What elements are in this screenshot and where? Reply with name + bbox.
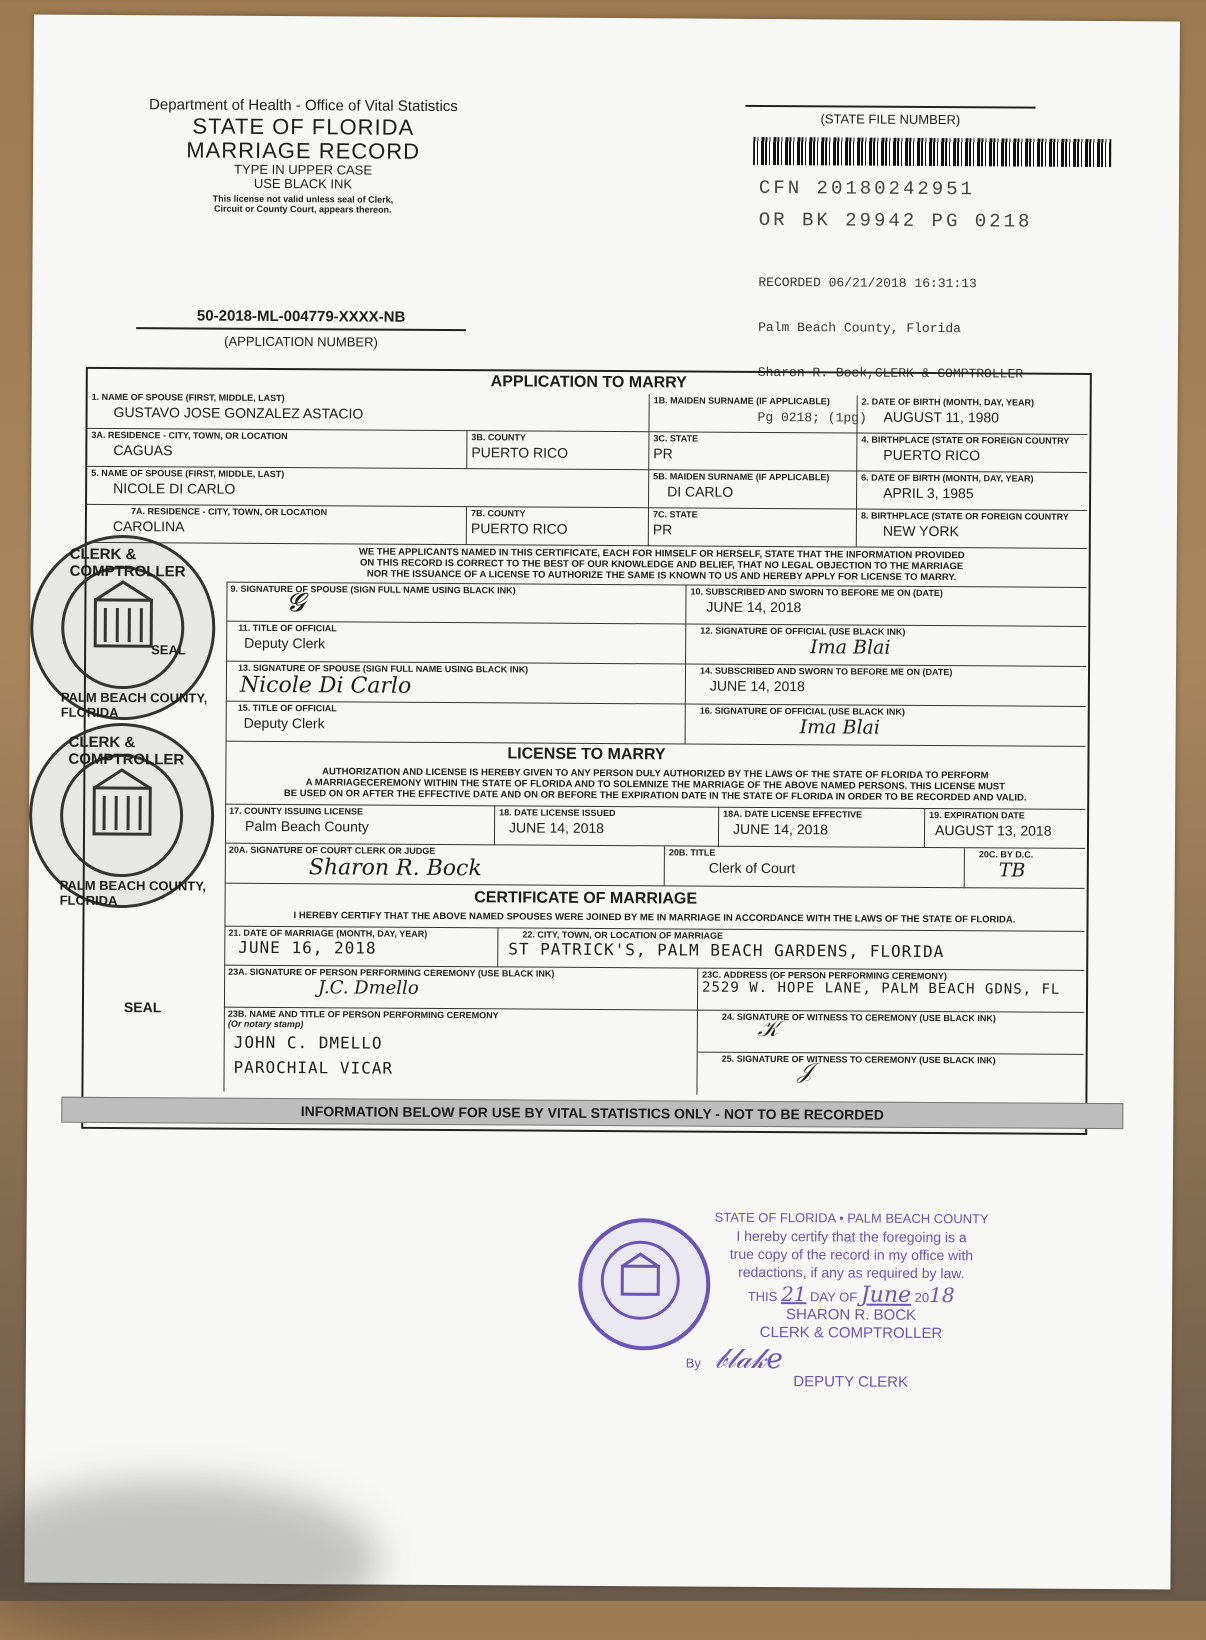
field-18-value: JUNE 14, 2018 [509, 819, 714, 836]
field-20a-label: 20A. SIGNATURE OF COURT CLERK OR JUDGE [229, 845, 660, 858]
instruction-ink: USE BLACK INK [133, 176, 473, 192]
cert-deputy: DEPUTY CLERK [686, 1373, 1016, 1393]
field-5b-label: 5B. MAIDEN SURNAME (IF APPLICABLE) [653, 471, 852, 482]
field-25 [697, 1053, 1083, 1097]
field-20b [665, 846, 965, 888]
field-12 [686, 624, 1086, 666]
application-number-label: (APPLICATION NUMBER) [136, 333, 466, 350]
field-24 [698, 1011, 1084, 1055]
field-13-label: 13. SIGNATURE OF SPOUSE (SIGN FULL NAME USING BLACK INK) [238, 663, 681, 676]
marriage-form [81, 367, 1092, 1135]
field-7c-value: PR [653, 521, 852, 538]
cert-name: SHARON R. BOCK [686, 1306, 1016, 1326]
field-10 [686, 584, 1086, 626]
statement-line-1: WE THE APPLICANTS NAMED IN THIS CERTIFICATE, EACH FOR HIMSELF OR HERSELF, STATE THAT THE INFORMATION PROVIDED [247, 546, 1077, 562]
field-3b [467, 431, 649, 470]
license-line-2: A MARRIAGECEREMONY WITHIN THE STATE OF FLORIDA AND TO SOLEMNIZE THE MARRIAGE OF THE ABOVE NAMED PERSONS. THIS LICENSE MUST [225, 777, 1085, 793]
cert-line-4: redactions, if any as required by law. [686, 1263, 1016, 1283]
field-10-value: JUNE 14, 2018 [706, 599, 1082, 617]
cert-year-prefix: 20 [915, 1290, 930, 1305]
license-text [225, 766, 1085, 804]
field-7c [649, 508, 857, 547]
field-7a-value: CAROLINA [113, 518, 462, 536]
seal-label: SEAL [124, 999, 161, 1015]
field-5b-value: DI CARLO [667, 483, 852, 500]
recording-pages: Pg 0218; (1pg) [758, 410, 1023, 427]
field-1b-label: 1B. MAIDEN SURNAME (IF APPLICABLE) [654, 395, 853, 406]
field-23c [698, 969, 1084, 1013]
field-8 [857, 510, 1087, 549]
clerk-seal-top [30, 534, 216, 720]
field-23b [223, 1008, 698, 1095]
field-23b-sublabel: (Or notary stamp) [228, 1019, 693, 1032]
field-22 [498, 927, 1084, 971]
field-24-label: 24. SIGNATURE OF WITNESS TO CEREMONY (USE BLACK INK) [722, 1012, 1080, 1024]
field-1b [649, 394, 857, 433]
field-6-label: 6. DATE OF BIRTH (MONTH, DAY, YEAR) [861, 473, 1083, 484]
field-23c-value: 2529 W. HOPE LANE, PALM BEACH GDNS, FL [702, 980, 1080, 998]
cert-by: By [686, 1356, 701, 1371]
field-15 [226, 702, 686, 745]
field-8-value: NEW YORK [883, 523, 1083, 540]
field-9-label: 9. SIGNATURE OF SPOUSE (SIGN FULL NAME USING BLACK INK) [230, 584, 681, 597]
field-4 [857, 434, 1087, 473]
field-18 [495, 805, 719, 846]
field-14-value: JUNE 14, 2018 [710, 678, 1082, 696]
field-11 [226, 622, 686, 665]
statement-line-3: NOR THE ISSUANCE OF A LICENSE TO AUTHORIZE THE SAME IS KNOWN TO US AND HEREBY APPLY FOR LICENSE TO MARRY. [247, 568, 1077, 584]
field-15-label: 15. TITLE OF OFFICIAL [238, 703, 681, 716]
field-11-value: Deputy Clerk [244, 635, 681, 654]
cfn-number: CFN 20180242951 [759, 177, 975, 200]
field-1-label: 1. NAME OF SPOUSE (FIRST, MIDDLE, LAST) [92, 392, 645, 405]
recorded-date: RECORDED 06/21/2018 16:31:13 [758, 275, 1023, 292]
spouse-signature-13: Nicole Di Carlo [240, 673, 681, 701]
field-3c-value: PR [653, 445, 852, 462]
field-19 [925, 808, 1085, 849]
field-1 [87, 391, 649, 432]
clerk-signature: Sharon R. Bock [309, 855, 660, 882]
field-3a [87, 429, 467, 469]
field-25-label: 25. SIGNATURE OF WITNESS TO CEREMONY (USE BLACK INK) [722, 1054, 1080, 1066]
statement-line-2: ON THIS RECORD IS CORRECT TO THE BEST OF OUR KNOWLEDGE AND BELIEF, THAT NO LEGAL OBJECTION TO THE MARRIAGE [247, 557, 1077, 573]
license-title: LICENSE TO MARRY [85, 743, 1087, 767]
cert-month: June [861, 1283, 911, 1308]
field-23b-label: 23B. NAME AND TITLE OF PERSON PERFORMING CEREMONY [228, 1009, 693, 1022]
form-header [133, 97, 474, 216]
field-13 [226, 662, 686, 705]
field-4-label: 4. BIRTHPLACE (STATE OR FOREIGN COUNTRY [861, 435, 1083, 446]
field-20b-value: Clerk of Court [709, 860, 960, 878]
seal-bottom-text: PALM BEACH COUNTY, FLORIDA [61, 690, 212, 721]
field-6-value: APRIL 3, 1985 [883, 485, 1083, 502]
witness-signature-25: 𝒥 [797, 1059, 812, 1084]
validity-notice-1: This license not valid unless seal of Clerk, [133, 195, 473, 207]
cert-title: CLERK & COMPTROLLER [686, 1324, 1016, 1344]
field-3b-value: PUERTO RICO [471, 444, 644, 461]
field-4-value: PUERTO RICO [883, 447, 1083, 464]
field-20c [965, 848, 1085, 889]
application-number: 50-2018-ML-004779-XXXX-NB [136, 307, 466, 331]
field-5b [649, 470, 857, 509]
field-20b-label: 20B. TITLE [669, 847, 960, 859]
field-3b-label: 3B. COUNTY [471, 432, 644, 443]
recording-clerk: Sharon R. Bock,CLERK & COMPTROLLER [758, 365, 1023, 382]
field-2-value: AUGUST 11, 1980 [884, 409, 1084, 426]
field-18a [719, 807, 925, 848]
field-6 [857, 472, 1087, 511]
officiant-title: PAROCHIAL VICAR [234, 1058, 693, 1080]
witness-signature-24: 𝒦 [758, 1017, 779, 1042]
field-3a-value: CAGUAS [113, 442, 462, 460]
field-5-label: 5. NAME OF SPOUSE (FIRST, MIDDLE, LAST) [91, 468, 644, 481]
field-12-label: 12. SIGNATURE OF OFFICIAL (USE BLACK INK) [700, 626, 1082, 638]
license-line-3: BE USED ON OR AFTER THE EFFECTIVE DATE AND ON OR BEFORE THE EXPIRATION DATE IN THE STATE OF FLORIDA IN ORDER TO BE RECORDED AND VALID. [225, 788, 1085, 804]
cert-day-of: DAY OF [810, 1289, 857, 1304]
official-signature-16: Ima Blai [800, 716, 1082, 740]
cert-signature: 𝒷𝓁𝒶𝓀𝑒 [715, 1342, 783, 1375]
certificate-title: CERTIFICATE OF MARRIAGE [85, 887, 1087, 911]
field-17-value: Palm Beach County [245, 818, 490, 835]
field-20a [225, 844, 665, 887]
field-21-value: JUNE 16, 2018 [238, 938, 493, 959]
field-21 [224, 926, 498, 968]
cert-year: 18 [929, 1283, 955, 1307]
field-7b-value: PUERTO RICO [471, 520, 644, 537]
field-7a-label: 7A. RESIDENCE - CITY, TOWN, OR LOCATION [131, 506, 462, 518]
field-1-value: GUSTAVO JOSE GONZALEZ ASTACIO [114, 404, 645, 423]
field-11-label: 11. TITLE OF OFFICIAL [238, 623, 681, 636]
field-18a-label: 18A. DATE LICENSE EFFECTIVE [723, 809, 920, 820]
recording-county: Palm Beach County, Florida [758, 320, 1023, 337]
certification-block [686, 1209, 1017, 1393]
field-3c-label: 3C. STATE [653, 433, 852, 444]
barcode [753, 137, 1111, 167]
clerk-seal-bottom [29, 722, 215, 908]
seal-bottom-text-2: PALM BEACH COUNTY, FLORIDA [60, 878, 211, 909]
validity-notice-2: Circuit or County Court, appears thereon. [133, 204, 473, 216]
certification-seal-graphic [582, 1222, 699, 1339]
cert-this: THIS [748, 1289, 778, 1304]
official-signature-12: Ima Blai [810, 636, 1082, 660]
field-23a-label: 23A. SIGNATURE OF PERSON PERFORMING CEREMONY (USE BLACK INK) [228, 967, 693, 980]
officiant-name: JOHN C. DMELLO [234, 1033, 693, 1055]
book-page: OR BK 29942 PG 0218 [759, 209, 1033, 233]
field-7b [467, 507, 649, 546]
field-7c-label: 7C. STATE [653, 509, 852, 520]
license-line-1: AUTHORIZATION AND LICENSE IS HEREBY GIVEN TO ANY PERSON DULY AUTHORIZED BY THE LAWS OF THE STATE OF FLORIDA TO PERFORM [225, 766, 1085, 782]
field-2-label: 2. DATE OF BIRTH (MONTH, DAY, YEAR) [862, 397, 1084, 408]
deputy-initials: TB [999, 859, 1081, 882]
field-23c-label: 23C. ADDRESS (OF PERSON PERFORMING CEREMONY) [702, 970, 1080, 982]
department-name: Department of Health - Office of Vital Statistics [133, 97, 473, 116]
field-2 [857, 396, 1087, 435]
cert-line-3: true copy of the record in my office with [686, 1245, 1016, 1265]
field-17 [225, 804, 495, 846]
cert-line-2: I hereby certify that the foregoing is a [687, 1227, 1017, 1247]
field-14-label: 14. SUBSCRIBED AND SWORN TO BEFORE ME ON (DATE) [700, 666, 1082, 678]
field-16 [686, 704, 1086, 746]
field-10-label: 10. SUBSCRIBED AND SWORN TO BEFORE ME ON (DATE) [690, 587, 1082, 599]
seal-top-text: CLERK & COMPTROLLER [70, 546, 213, 581]
spouse-signature-9: 𝓖 [286, 588, 304, 619]
field-17-label: 17. COUNTY ISSUING LICENSE [229, 806, 490, 818]
field-7b-label: 7B. COUNTY [471, 508, 644, 519]
cert-line-1: STATE OF FLORIDA • PALM BEACH COUNTY [687, 1209, 1017, 1229]
application-title: APPLICATION TO MARRY [88, 371, 1090, 395]
cert-day: 21 [781, 1282, 807, 1306]
seal-top-text-2: CLERK & COMPTROLLER [68, 734, 211, 769]
field-16-label: 16. SIGNATURE OF OFFICIAL (USE BLACK INK) [700, 706, 1082, 718]
instruction-case: TYPE IN UPPER CASE [133, 162, 473, 178]
field-5-value: NICOLE DI CARLO [113, 480, 644, 499]
cert-by-line [686, 1350, 1016, 1375]
certificate-text: I HEREBY CERTIFY THAT THE ABOVE NAMED SPOUSES WERE JOINED BY ME IN MARRIAGE IN ACCORDANCE WITH THE LAWS OF THE STATE OF FLORIDA. [224, 910, 1084, 926]
applicant-statement [247, 546, 1077, 584]
field-21-label: 21. DATE OF MARRIAGE (MONTH, DAY, YEAR) [228, 928, 493, 940]
officiant-signature: J.C. Dmello [318, 977, 693, 1000]
state-title: STATE OF FLORIDA [133, 114, 473, 140]
seal-word: SEAL [151, 642, 186, 657]
vital-stats-bar: INFORMATION BELOW FOR USE BY VITAL STATISTICS ONLY - NOT TO BE RECORDED [61, 1097, 1123, 1129]
field-14 [686, 664, 1086, 706]
field-23a [224, 966, 698, 1011]
document-paper [24, 14, 1180, 1589]
field-19-label: 19. EXPIRATION DATE [929, 810, 1081, 821]
field-22-label: 22. CITY, TOWN, OR LOCATION OF MARRIAGE [522, 930, 1080, 943]
field-19-value: AUGUST 13, 2018 [935, 822, 1081, 839]
field-8-label: 8. BIRTHPLACE (STATE OR FOREIGN COUNTRY [861, 511, 1083, 522]
record-title: MARRIAGE RECORD [133, 138, 473, 164]
field-5 [87, 467, 649, 508]
field-18a-value: JUNE 14, 2018 [733, 821, 920, 838]
field-18-label: 18. DATE LICENSE ISSUED [499, 807, 714, 818]
field-3c [649, 432, 857, 471]
state-file-number-label: (STATE FILE NUMBER) [745, 105, 1035, 128]
cert-date-line [686, 1285, 1016, 1308]
field-3a-label: 3A. RESIDENCE - CITY, TOWN, OR LOCATION [91, 430, 462, 442]
field-15-value: Deputy Clerk [244, 715, 681, 734]
field-20c-label: 20C. BY D.C. [979, 849, 1081, 860]
field-22-value: ST PATRICK'S, PALM BEACH GARDENS, FLORIDA [508, 939, 1080, 961]
